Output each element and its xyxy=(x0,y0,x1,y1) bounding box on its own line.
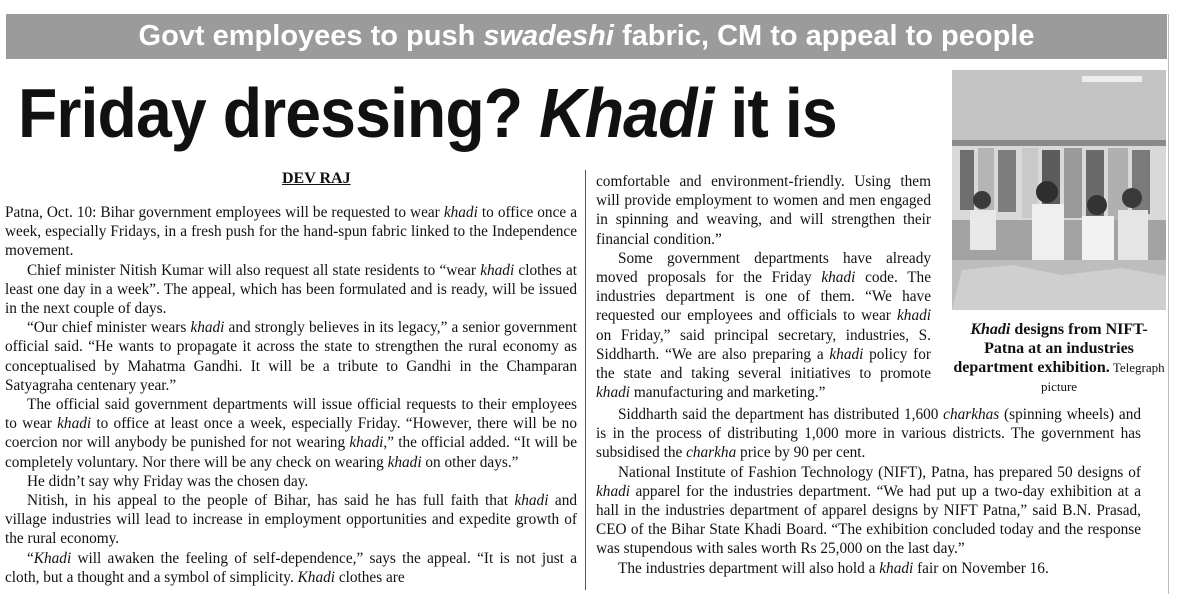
column-divider xyxy=(585,170,586,590)
kicker-text: Govt employees to push xyxy=(138,20,484,52)
photo-illustration xyxy=(952,70,1166,310)
article-column-1 xyxy=(5,203,577,587)
headline-text-end: it is xyxy=(713,74,837,152)
headline xyxy=(18,70,883,156)
paragraph: Chief minister Nitish Kumar will also request all state residents to “wear khadi clothes at least one day in a week”. The appeal, which has been formulated and is ready, will be issued in the next couple of days. xyxy=(5,261,577,318)
caption-emphasis: Khadi xyxy=(970,321,1011,338)
byline: DEV RAJ xyxy=(282,170,351,187)
kicker-emphasis: swadeshi xyxy=(483,20,614,52)
paragraph: He didn’t say why Friday was the chosen day. xyxy=(27,472,309,490)
paragraph: comfortable and environment-friendly. Using them will provide employment to women and men engaged in spinning and weaving, and will strengthen their financial condition.” xyxy=(596,173,931,248)
headline-text: Friday dressing? xyxy=(18,74,540,152)
page-edge-rule xyxy=(1168,14,1169,594)
paragraph: Some government departments have already moved proposals for the Friday khadi code. The industries department is one of them. “We have requested our employees and officials to wear khadi on Friday,” said principal secretary, industries, S. Siddharth. “We are also preparing a khadi policy for the state and taking several initiatives to promote khadi manufacturing and marketing.” xyxy=(596,249,931,402)
paragraph: The industries department will also hold a khadi fair on November 16. xyxy=(618,559,1049,577)
paragraph: “Khadi will awaken the feeling of self-dependence,” says the appeal. “It is not just a cloth, but a thought and a symbol of simplicity. Khadi clothes are xyxy=(5,549,577,586)
kicker-banner xyxy=(6,14,1167,59)
paragraph: Patna, Oct. 10: Bihar government employees will be requested to wear khadi to office once a week, especially Fridays, in a fresh push for the hand-spun fabric linked to the Independence movement. xyxy=(5,204,578,260)
photo-caption xyxy=(952,320,1166,396)
kicker-text-end: fabric, CM to appeal to people xyxy=(613,20,1035,52)
article-column-3 xyxy=(596,405,1141,578)
paragraph: National Institute of Fashion Technology (NIFT), Patna, has prepared 50 designs of khadi apparel for the industries department. “We had put up a two-day exhibition at a hall in the industries department of apparel designs by NIFT Patna,” said B.N. Prasad, CEO of the Bihar State Khadi Board. “The exhibition concluded today and the response was stupendous with sales worth Rs 25,000 on the last day.” xyxy=(596,463,1141,558)
caption-text: designs from NIFT-Patna at an industries department exhibition. xyxy=(953,321,1148,376)
exhibition-photo xyxy=(952,70,1166,310)
headline-emphasis: Khadi xyxy=(539,74,714,152)
paragraph: The official said government departments will issue official requests to their employees to wear khadi to office at least once a week, especially Friday. “However, there will be no coercion nor will anybody be punished for not wearing khadi,” the official added. “It will be completely voluntary. Nor there will be any check on wearing khadi on other days.” xyxy=(5,396,577,471)
photo-credit: Telegraph picture xyxy=(1040,360,1165,394)
paragraph: Nitish, in his appeal to the people of Bihar, has said he has full faith that khadi and village industries will lead to increase in employment opportunities and expedite growth of the rural economy. xyxy=(5,492,577,548)
article-column-2 xyxy=(596,172,931,402)
paragraph: Siddharth said the department has distributed 1,600 charkhas (spinning wheels) and is in the process of distributing 1,000 more in various districts. The government has subsidised the charkha price by 90 per cent. xyxy=(596,406,1141,462)
paragraph: “Our chief minister wears khadi and strongly believes in its legacy,” a senior government official said. “He wants to propagate it across the state to strengthen the rural economy as conceptualised by Mahatma Gandhi. It will be a tribute to Gandhi in the Champaran Satyagraha centenary year.” xyxy=(5,319,577,394)
